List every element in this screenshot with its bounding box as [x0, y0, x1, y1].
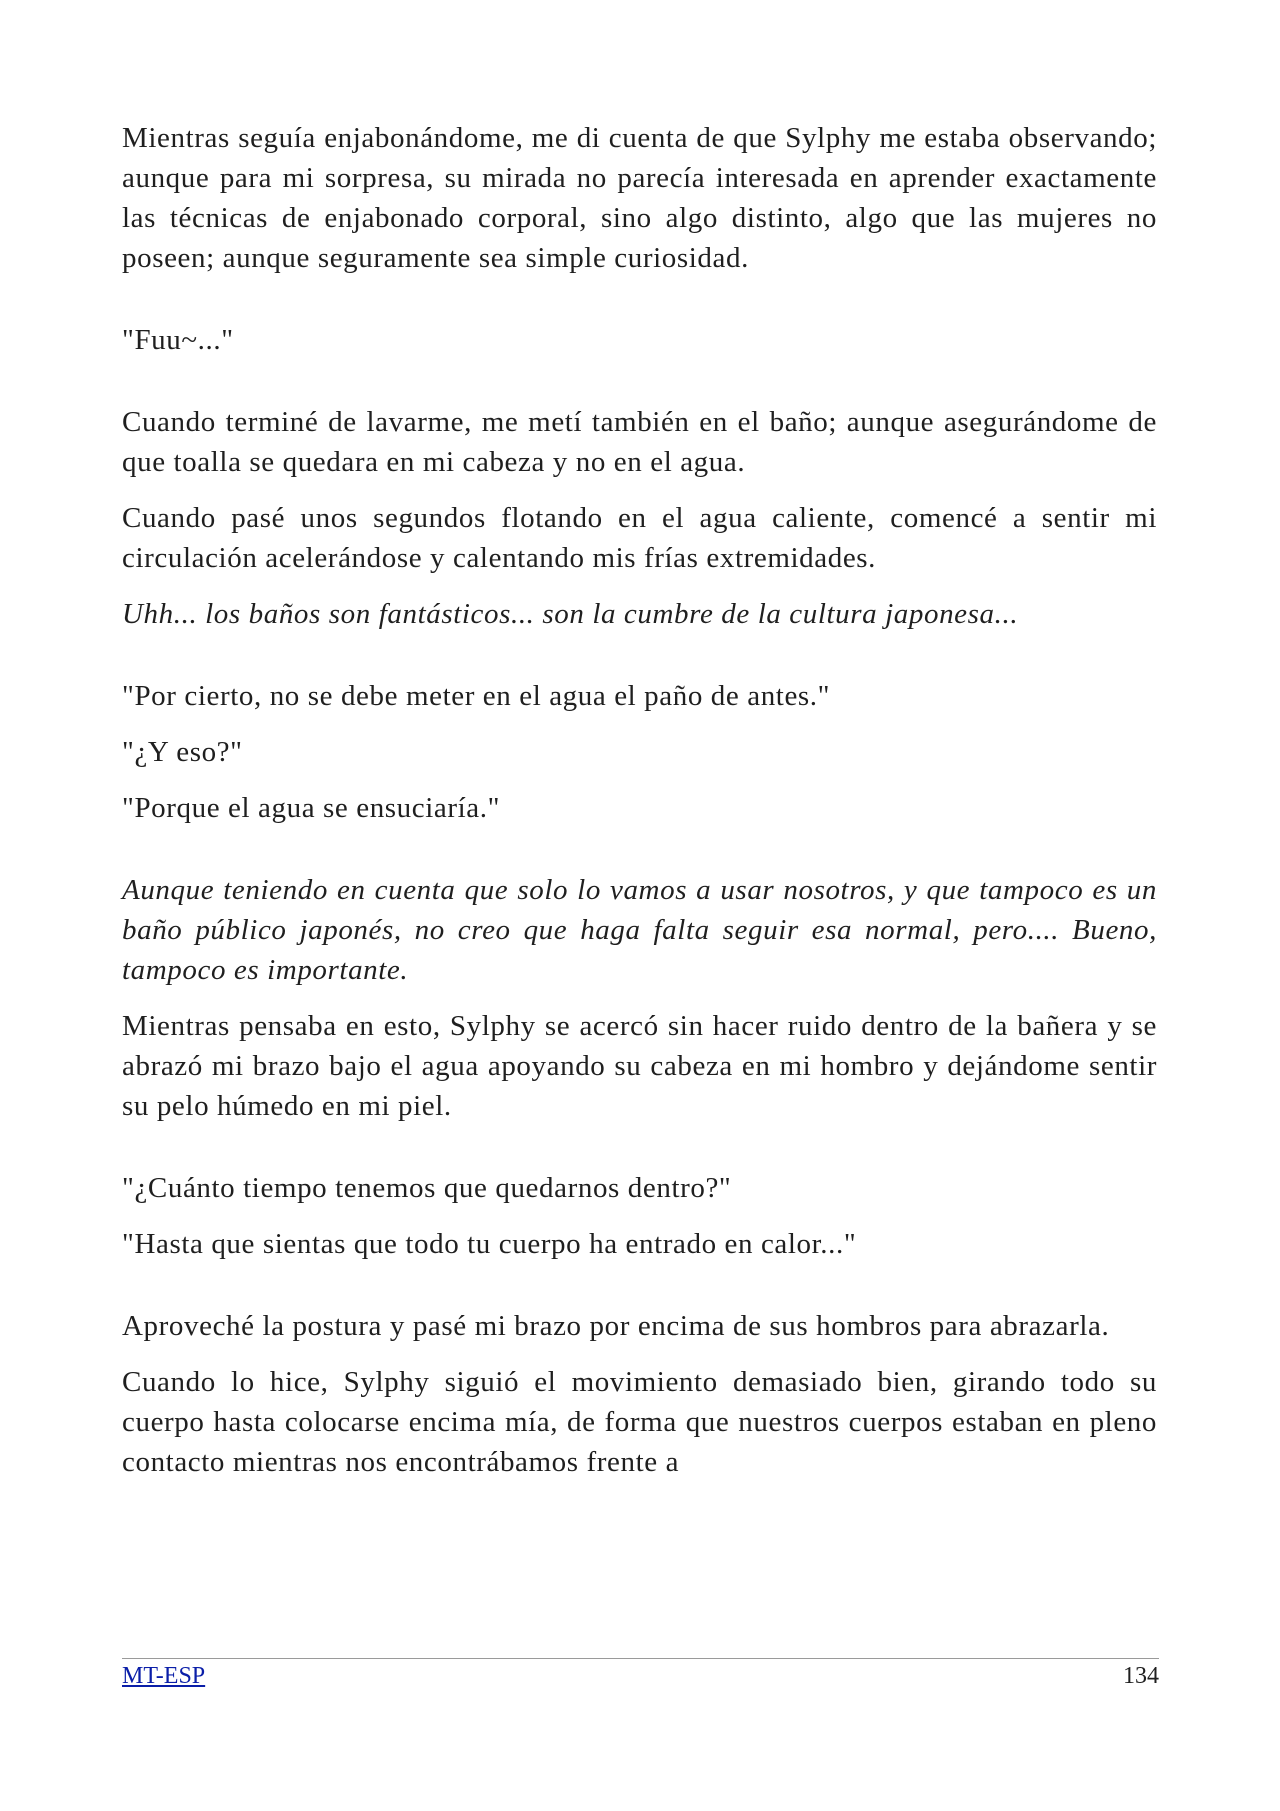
paragraph: Mientras seguía enjabonándome, me di cuenta de que Sylphy me estaba observando; aunque para mi sorpresa, su mirada no parecía interesada en aprender exactamente las técnicas de enjabonado corporal, sino algo distinto, algo que las mujeres no poseen; aunque seguramente sea simple curiosidad. [122, 122, 1157, 274]
page-number: 134 [1123, 1663, 1159, 1689]
dialogue-line: "¿Y eso?" [122, 736, 243, 768]
footer-link[interactable]: MT-ESP [122, 1663, 206, 1689]
paragraph: Aproveché la postura y pasé mi brazo por encima de sus hombros para abrazarla. [122, 1310, 1110, 1342]
paragraph: Cuando lo hice, Sylphy siguió el movimiento demasiado bien, girando todo su cuerpo hasta colocarse encima mía, de forma que nuestros cuerpos estaban en pleno contacto mientras nos encontrábamos frente a [122, 1366, 1157, 1478]
italic-thought: Uhh... los baños son fantásticos... son la cumbre de la cultura japonesa... [122, 598, 1019, 630]
page-body [122, 118, 1157, 1482]
footer-divider [122, 1658, 1159, 1659]
italic-thought: Aunque teniendo en cuenta que solo lo vamos a usar nosotros, y que tampoco es un baño público japonés, no creo que haga falta seguir esa normal, pero.... Bueno, tampoco es importante. [122, 874, 1157, 986]
dialogue-line: "Por cierto, no se debe meter en el agua el paño de antes." [122, 680, 831, 712]
paragraph: Mientras pensaba en esto, Sylphy se acercó sin hacer ruido dentro de la bañera y se abrazó mi brazo bajo el agua apoyando su cabeza en mi hombro y dejándome sentir su pelo húmedo en mi piel. [122, 1010, 1157, 1122]
paragraph: Cuando pasé unos segundos flotando en el agua caliente, comencé a sentir mi circulación acelerándose y calentando mis frías extremidades. [122, 502, 1157, 574]
paragraph: Cuando terminé de lavarme, me metí también en el baño; aunque asegurándome de que toalla se quedara en mi cabeza y no en el agua. [122, 406, 1157, 478]
dialogue-line: "Hasta que sientas que todo tu cuerpo ha entrado en calor..." [122, 1228, 857, 1260]
dialogue-line: "Fuu~..." [122, 324, 234, 356]
dialogue-line: "Porque el agua se ensuciaría." [122, 792, 501, 824]
dialogue-line: "¿Cuánto tiempo tenemos que quedarnos dentro?" [122, 1172, 732, 1204]
